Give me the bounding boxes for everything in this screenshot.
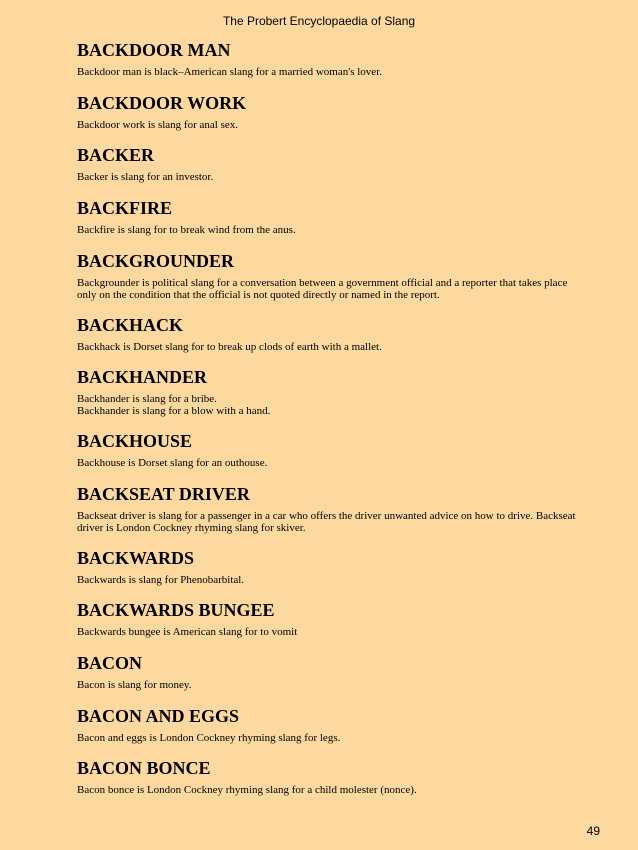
entry-definition: Backhander is slang for a bribe. <box>77 393 217 406</box>
entry-term: BACKWARDS BUNGEE <box>77 600 275 621</box>
entry-definition: Bacon and eggs is London Cockney rhyming slang for legs. <box>77 731 341 744</box>
page-number: 49 <box>586 824 600 838</box>
entry <box>77 653 577 706</box>
entry-definition: Backhander is slang for a blow with a hand. <box>77 405 271 418</box>
entry-term: BACKHACK <box>77 314 184 335</box>
entry-term: BACON BONCE <box>77 758 211 779</box>
entry <box>77 484 577 548</box>
entry-term: BACON <box>77 652 143 673</box>
entry <box>77 315 577 368</box>
entry-definition: Backhouse is Dorset slang for an outhouse. <box>77 457 268 470</box>
entry-definition: Backdoor work is slang for anal sex. <box>77 118 238 131</box>
entry-definition: Backhack is Dorset slang for to break up clods of earth with a mallet. <box>77 340 382 353</box>
entry-definition: Bacon is slang for money. <box>77 678 192 691</box>
entry-term: BACKHOUSE <box>77 431 193 452</box>
entry <box>77 431 577 484</box>
entry <box>77 600 577 653</box>
entry <box>77 548 577 601</box>
entry-term: BACKER <box>77 145 155 166</box>
entry <box>77 251 577 315</box>
entry-term: BACKGROUNDER <box>77 250 235 271</box>
entry-term: BACKFIRE <box>77 198 173 219</box>
entry <box>77 367 577 431</box>
entry-definition: Backer is slang for an investor. <box>77 171 214 184</box>
entry-definition: Backwards bungee is American slang for to vomit <box>77 626 298 639</box>
entry-term: BACKSEAT DRIVER <box>77 483 250 504</box>
entry <box>77 198 577 251</box>
entry-definition: Backseat driver is slang for a passenger in a car who offers the driver unwanted advice on how to drive. Backseat driver is London Cockney rhyming slang for skiver. <box>77 509 576 534</box>
running-header: The Probert Encyclopaedia of Slang <box>222 14 416 28</box>
entry <box>77 758 577 811</box>
entry <box>77 40 577 93</box>
entry-term: BACKDOOR MAN <box>77 40 231 60</box>
entry-term: BACKHANDER <box>77 367 208 388</box>
entry-definition: Backfire is slang for to break wind from the anus. <box>77 224 296 237</box>
entry <box>77 145 577 198</box>
entry-term: BACKWARDS <box>77 547 195 568</box>
entry-definition: Backwards is slang for Phenobarbital. <box>77 573 245 586</box>
entry <box>77 706 577 759</box>
entry <box>77 93 577 146</box>
entry-term: BACON AND EGGS <box>77 705 240 726</box>
entry-definition: Backgrounder is political slang for a conversation between a government official and a reporter that takes place only on the condition that the official is not quoted directly or named in the report. <box>77 276 568 301</box>
entry-definition: Backdoor man is black–American slang for a married woman's lover. <box>77 66 382 78</box>
entry-list <box>77 40 577 811</box>
entry-definition: Bacon bonce is London Cockney rhyming slang for a child molester (nonce). <box>77 784 417 797</box>
entry-term: BACKDOOR WORK <box>77 92 247 113</box>
